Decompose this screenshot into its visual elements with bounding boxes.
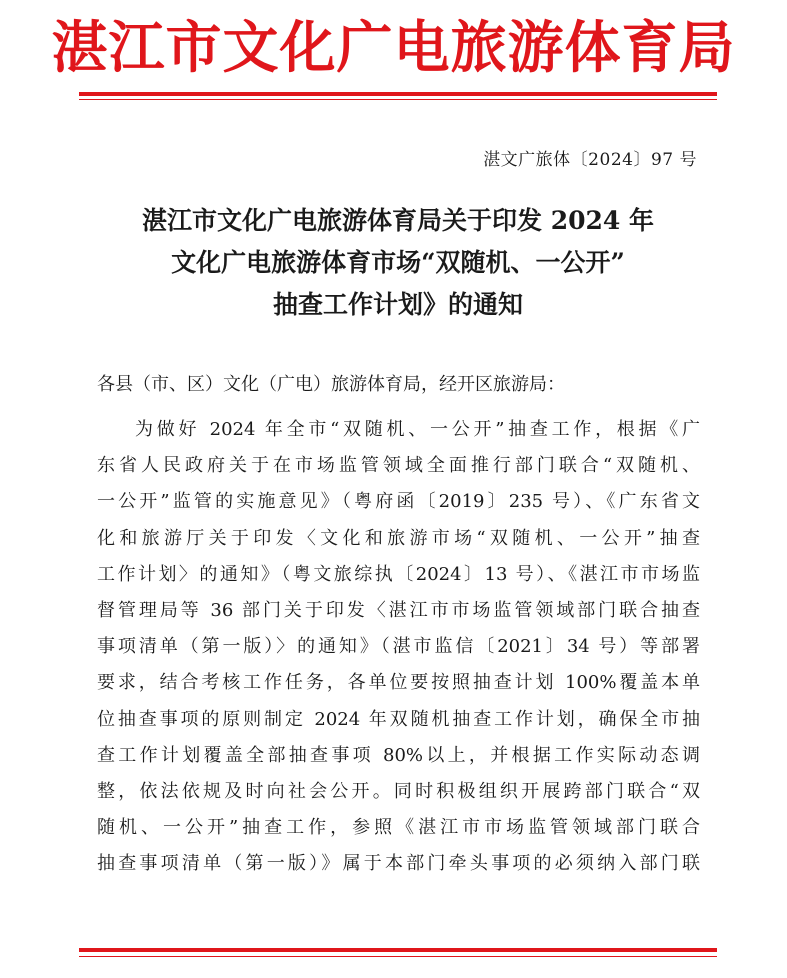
document-number: 湛文广旅体〔2024〕97 号 [483,150,697,170]
footer-rule-thin [79,956,717,957]
letterhead-rule-thick [79,92,717,96]
body-line: 整，依法依规及时向社会公开。同时积极组织开展跨部门联合“双 [97,781,700,803]
body-line: 督管理局等 36 部门关于印发〈湛江市市场监管领域部门联合抽查 [97,600,700,622]
body-line: 查工作计划覆盖全部抽查事项 80%以上，并根据工作实际动态调 [97,744,700,766]
body-line: 工作计划〉的通知》（粤文旅综执〔2024〕13 号）、《湛江市市场监 [97,563,700,585]
body-line: 为做好 2024 年全市“双随机、一公开”抽查工作，根据《广 [135,419,700,440]
document-title [79,200,717,326]
body-line: 一公开”监管的实施意见》（粤府函〔2019〕235 号）、《广东省文 [97,491,700,513]
body-line: 随机、一公开”抽查工作，参照《湛江市市场监管领域部门联合 [97,817,700,839]
title-line: 文化广电旅游体育市场“双随机、一公开” [171,248,625,277]
body-line: 化和旅游厅关于印发〈文化和旅游市场“双随机、一公开”抽查 [97,527,700,549]
title-line: 湛江市文化广电旅游体育局关于印发 2024 年 [142,206,654,235]
body-line: 位抽查事项的原则制定 2024 年双随机抽查工作计划，确保全市抽 [97,708,700,730]
footer-rule-thick [79,948,717,952]
body-line: 事项清单（第一版）〉的通知》（湛市监信〔2021〕34 号）等部署 [97,636,700,658]
title-line: 抽查工作计划》的通知 [272,290,523,319]
letterhead-rule-thin [79,99,717,100]
letterhead-title: 湛江市文化广电旅游体育局 [51,15,736,81]
body-line: 东省人民政府关于在市场监管领域全面推行部门联合“双随机、 [97,455,700,477]
body-line: 抽查事项清单（第一版）》属于本部门牵头事项的必须纳入部门联 [97,853,700,875]
body-paragraph [97,412,700,883]
salutation: 各县（市、区）文化（广电）旅游体育局，经开区旅游局： [97,374,565,395]
body-line: 要求，结合考核工作任务，各单位要按照抽查计划 100%覆盖本单 [97,672,700,694]
